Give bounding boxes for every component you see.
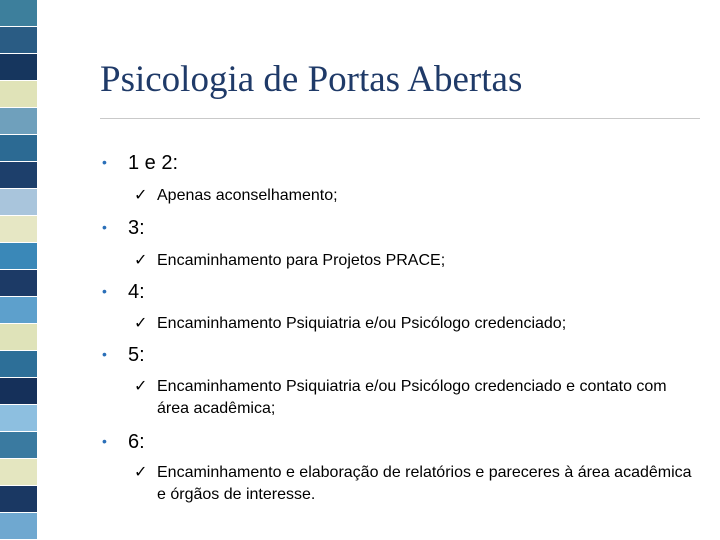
strip-block (0, 27, 38, 54)
strip-block (0, 135, 38, 162)
sub-item (134, 185, 674, 207)
strip-block (0, 81, 38, 108)
bullet-item (102, 431, 145, 454)
bullet-icon: • (102, 283, 107, 299)
sub-item-text: Encaminhamento e elaboração de relatórios e pareceres à área acadêmica e órgãos de interesse. (157, 464, 692, 503)
bullet-item (102, 281, 145, 304)
bullet-icon: • (102, 154, 107, 170)
bullet-item (102, 152, 178, 175)
checkmark-icon: ✓ (134, 252, 148, 269)
bullet-icon: • (102, 433, 107, 449)
strip-block (0, 243, 38, 270)
sub-item-text: Encaminhamento Psiquiatria e/ou Psicólogo credenciado e contato com área acadêmica; (157, 378, 667, 417)
bullet-icon: • (102, 219, 107, 235)
bullet-label: 5: (128, 344, 145, 366)
checkmark-icon: ✓ (134, 378, 148, 395)
bullet-icon: • (102, 346, 107, 362)
sub-item (134, 376, 694, 420)
strip-block (0, 162, 38, 189)
bullet-label: 1 e 2: (128, 152, 179, 174)
bullet-label: 6: (128, 431, 145, 453)
strip-block (0, 216, 38, 243)
strip-block (0, 54, 38, 81)
checkmark-icon: ✓ (134, 187, 148, 204)
sub-item-text: Apenas aconselhamento; (157, 187, 338, 204)
strip-block (0, 270, 38, 297)
strip-block (0, 324, 38, 351)
strip-block (0, 0, 38, 27)
strip-block (0, 486, 38, 513)
checkmark-icon: ✓ (134, 315, 148, 332)
sub-item (134, 462, 694, 506)
decorative-side-strip (0, 0, 38, 540)
sub-item-text: Encaminhamento Psiquiatria e/ou Psicólogo credenciado; (157, 315, 567, 332)
checkmark-icon: ✓ (134, 464, 148, 481)
slide-title: Psicologia de Portas Abertas (100, 59, 523, 100)
title-divider (100, 118, 700, 119)
strip-block (0, 378, 38, 405)
strip-block (0, 351, 38, 378)
strip-block (0, 108, 38, 135)
bullet-item (102, 217, 145, 240)
sub-item (134, 313, 694, 335)
sub-item (134, 250, 674, 272)
strip-block (0, 459, 38, 486)
strip-block (0, 189, 38, 216)
bullet-label: 3: (128, 217, 145, 239)
strip-block (0, 405, 38, 432)
strip-block (0, 432, 38, 459)
sub-item-text: Encaminhamento para Projetos PRACE; (157, 252, 446, 269)
strip-block (0, 297, 38, 324)
bullet-item (102, 344, 145, 367)
bullet-label: 4: (128, 281, 145, 303)
strip-block (0, 513, 38, 540)
